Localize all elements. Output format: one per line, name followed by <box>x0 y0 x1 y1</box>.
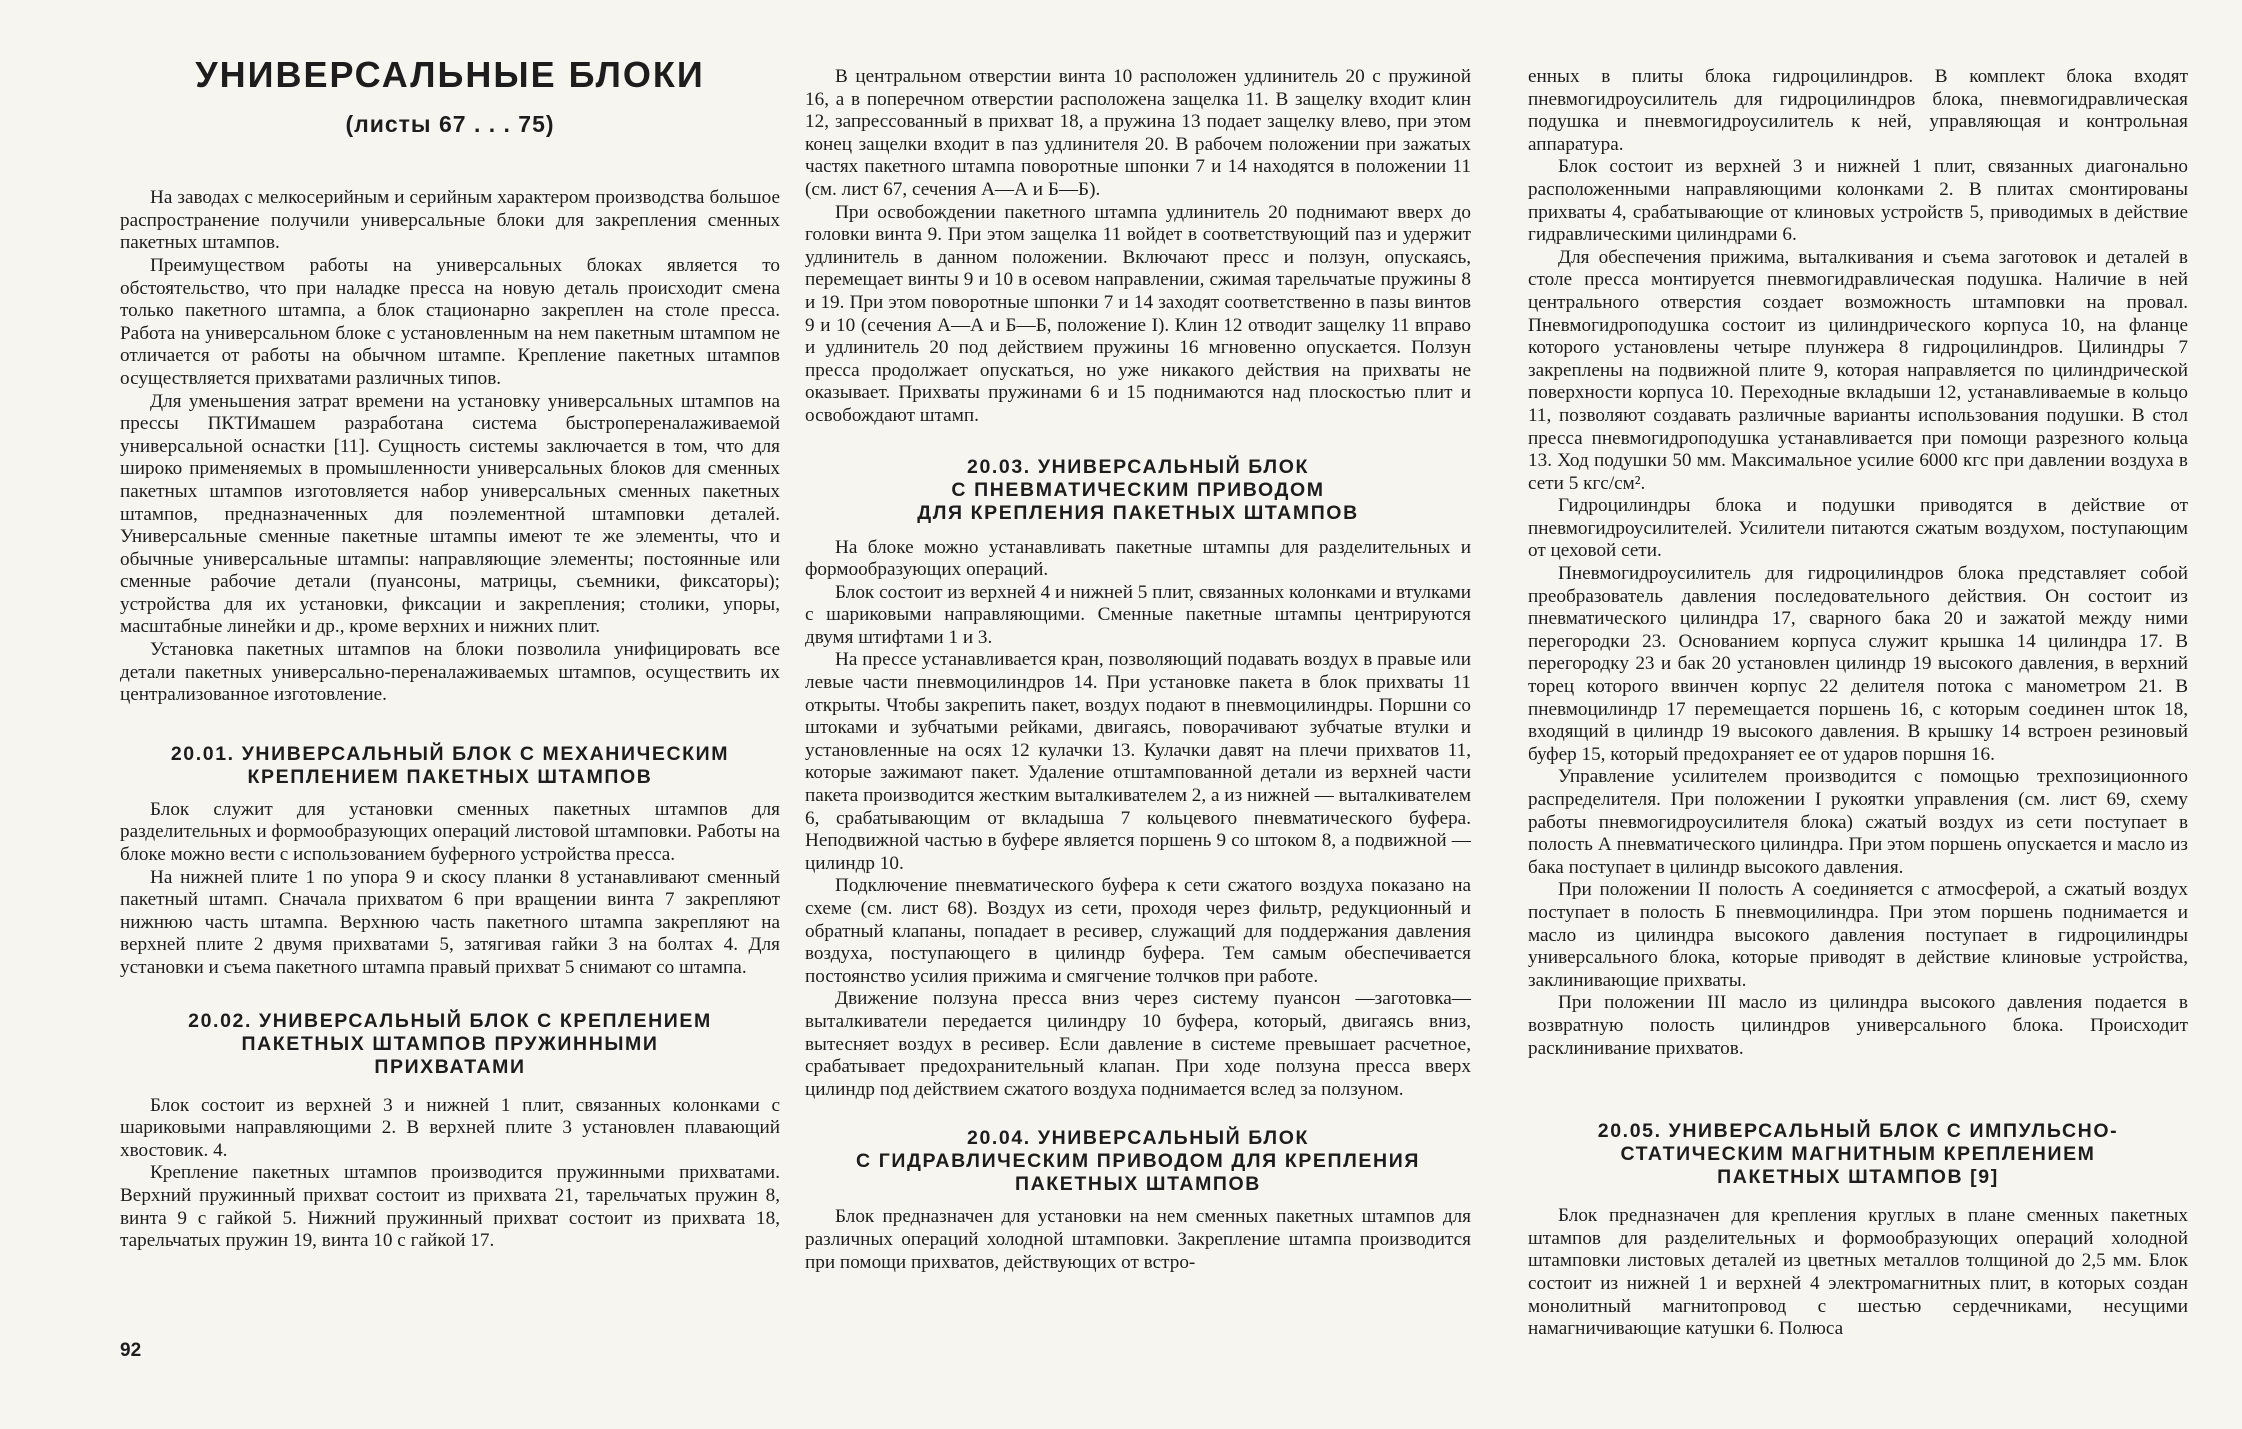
section-heading-20-01: 20.01. УНИВЕРСАЛЬНЫЙ БЛОК С МЕХАНИЧЕСКИМ КРЕПЛЕНИЕМ ПАКЕТНЫХ ШТАМПОВ <box>170 742 730 788</box>
paragraph: Блок состоит из верхней 3 и нижней 1 плит, связанных колонками с шариковыми направляющими 2. В верхней плите 3 установлен плавающий хвостовик. 4. <box>120 1094 780 1161</box>
paragraph: В центральном отверстии винта 10 расположен удлинитель 20 с пружиной 16, а в поперечном отверстии расположена защелка 11. В защелку входит клин 12, запрессованный в прихват 18, а пружина 13 подает защелку влево, при этом конец защелки входит в паз удлинителя 20. В рабочем положении при зажатых частях пакетного штампа поворотные шпонки 7 и 14 находятся в положении 11 (см. лист 67, сечения А—А и Б—Б). <box>805 66 1471 200</box>
section-heading-20-04: 20.04. УНИВЕРСАЛЬНЫЙ БЛОК С ГИДРАВЛИЧЕСКИМ ПРИВОДОМ ДЛЯ КРЕПЛЕНИЯ ПАКЕТНЫХ ШТАМПОВ <box>856 1127 1420 1196</box>
paragraph: Для обеспечения прижима, выталкивания и съема заготовок и деталей в столе пресса монтируется пневмогидравлическая подушка. Наличие в ней центрального отверстия создает возможность штамповки на провал. Пневмогидроподушка состоит из цилиндрического корпуса 10, на фланце которого установлены четыре плунжера 8 гидроцилиндров. Цилиндры 7 закреплены на подвижной плите 9, которая направляется по цилиндрической поверхности корпуса 10. Переходные вкладыши 12, устанавливаемые в кольцо 11, позволяют создавать различные варианты использования подушки. В стол пресса пневмогидроподушка устанавливается при помощи разрезного кольца 13. Ход подушки 50 мм. Максимальное усилие 6000 кгс при давлении воздуха в сети 5 кгс/см². <box>1528 246 2188 494</box>
paragraph: Подключение пневматического буфера к сети сжатого воздуха показано на схеме (см. лист 68). Воздух из сети, проходя через фильтр, редукционный и обратный клапаны, попадает в ресивер, служащий для поддержания давления воздуха, поступающего в цилиндр буфера. Тем самым обеспечивается постоянство усилия прижима и смягчение толчков при работе. <box>805 875 1471 987</box>
paragraph: Пневмогидроусилитель для гидроцилиндров блока представляет собой преобразователь давления последовательного действия. Он состоит из пневматического цилиндра 17, сварного бака 20 и зажатой между ними перегородки 23. Основанием корпуса служит крышка 14 цилиндра 17. В перегородку 23 и бак 20 установлен цилиндр 19 высокого давления, в верхний торец которого ввинчен корпус 22 делителя потока с манометром 21. В пневмоцилиндр 17 перемещается поршень 16, с которым соединен шток 18, входящий в цилиндр 19 высокого давления. В крышку 14 встроен резиновый буфер 15, который предохраняет ее от ударов поршня 16. <box>1528 563 2188 765</box>
paragraph: На прессе устанавливается кран, позволяющий подавать воздух в правые или левые части пневмоцилиндров 14. При установке пакета в блок прихваты 11 открыты. Чтобы закрепить пакет, воздух подают в пневмоцилиндры. Поршни со штоками и зубчатыми рейками, двигаясь, поворачивают зубчатые втулки и установленные на осях 12 кулачки 13. Кулачки давят на плечи прихватов 11, которые зажимают пакет. Удаление отштампованной детали из верхней части пакета производится жестким выталкивателем 2, а из нижней — выталкивателем 6, срабатывающим от вкладыша 7 кольцевого пневматического буфера. Неподвижной частью в буфере является поршень 9 со штоком 8, а подвижной — цилиндр 10. <box>805 649 1471 874</box>
paragraph: Блок состоит из верхней 3 и нижней 1 плит, связанных диагонально расположенными направляющими колонками 2. В плитах смонтированы прихваты 4, срабатывающие от клиновых устройств 5, приводимых в действие гидравлическими цилиндрами 6. <box>1528 156 2188 246</box>
paragraph: При освобождении пакетного штампа удлинитель 20 поднимают вверх до головки винта 9. При этом защелка 11 войдет в соответствующий паз и удержит удлинитель в данном положении. Включают пресс и ползун, опускаясь, перемещает винты 9 и 10 в осевом направлении, сжимая тарельчатые пружины 8 и 19. При этом поворотные шпонки 7 и 14 заходят соответственно в пазы винтов 9 и 10 (сечения А—А и Б—Б, положение I). Клин 12 отводит защелку 11 вправо и удлинитель 20 под действием пружины 16 мгновенно опускается. Ползун пресса продолжает опускаться, но уже никакого действия на прихваты не оказывает. Прихваты пружинами 6 и 15 поднимаются над плоскостью плит и освобождают штамп. <box>805 201 1471 426</box>
paragraph: Для уменьшения затрат времени на установку универсальных штампов на прессы ПКТИмашем разработана система быстропереналаживаемой универсальной оснастки [11]. Сущность системы заключается в том, что для широко применяемых в промышленности универсальных блоков для сменных пакетных штампов изготовляется набор универсальных сменных пакетных штампов, предназначенных для поэлементной штамповки деталей. Универсальные сменные пакетные штампы имеют те же элементы, что и обычные универсальные штампы: направляющие элементы; постоянные или сменные рабочие детали (пуансоны, матрицы, съемники, фиксаторы); устройства для их установки, фиксации и закрепления; столики, упоры, масштабные линейки и др., кроме верхних и нижних плит. <box>120 390 780 638</box>
paragraph: Управление усилителем производится с помощью трехпозиционного распределителя. При положении I рукоятки управления (см. лист 69, схему работы пневмогидроусилителя блока) сжатый воздух из сети поступает в полость А пневматического цилиндра. При этом поршень опускается и масло из бака поступает в цилиндр высокого давления. <box>1528 766 2188 878</box>
paragraph: Гидроцилиндры блока и подушки приводятся в действие от пневмогидроусилителей. Усилители питаются сжатым воздухом, поступающим от цеховой сети. <box>1528 495 2188 562</box>
paragraph: Блок состоит из верхней 4 и нижней 5 плит, связанных колонками и втулками с шариковыми направляющими. Сменные пакетные штампы центрируются двумя штифтами 1 и 3. <box>805 581 1471 648</box>
paragraph: Блок предназначен для крепления круглых в плане сменных пакетных штампов для разделительных и формообразующих операций холодной штамповки листовых деталей из цветных металлов толщиной до 2,5 мм. Блок состоит из нижней 1 и верхней 4 электромагнитных плит, в которых создан монолитный магнитопровод с шестью сердечниками, несущими намагничивающие катушки 6. Полюса <box>1528 1205 2188 1340</box>
paragraph: Установка пакетных штампов на блоки позволила унифицировать все детали пакетных универсально-переналаживаемых штампов, осуществить их централизованное изготовление. <box>120 639 780 706</box>
paragraph: Движение ползуна пресса вниз через систему пуансон —заготовка— выталкиватели передается цилиндру 10 буфера, который, двигаясь вниз, вытесняет воздух в ресивер. Если давление в системе превышает расчетное, срабатывает предохранительный клапан. При ходе ползуна пресса вверх цилиндр под действием сжатого воздуха поднимается вслед за ползуном. <box>805 988 1471 1100</box>
section-heading-20-03: 20.03. УНИВЕРСАЛЬНЫЙ БЛОК С ПНЕВМАТИЧЕСКИМ ПРИВОДОМ ДЛЯ КРЕПЛЕНИЯ ПАКЕТНЫХ ШТАМПОВ <box>917 455 1359 524</box>
section-heading-20-05: 20.05. УНИВЕРСАЛЬНЫЙ БЛОК С ИМПУЛЬСНО- СТАТИЧЕСКИМ МАГНИТНЫМ КРЕПЛЕНИЕМ ПАКЕТНЫХ ШТАМПОВ [9] <box>1597 1120 2119 1189</box>
page-number: 92 <box>120 1340 142 1361</box>
paragraph: енных в плиты блока гидроцилиндров. В комплект блока входят пневмогидроусилитель для гидроцилиндров блока, пневмогидравлическая подушка и пневмогидроусилитель к ней, управляющая и контрольная аппаратура. <box>1528 66 2188 155</box>
column-left <box>120 0 780 1429</box>
paragraph: На нижней плите 1 по упора 9 и скосу планки 8 устанавливают сменный пакетный штамп. Сначала прихватом 6 при вращении винта 7 закрепляют нижнюю часть штампа. Верхнюю часть пакетного штампа закрепляют на верхней плите 2 двумя прихватами 5, затягивая гайки 3 на болтах 4. Для установки и съема пакетного штампа правый прихват 5 снимают со штампа. <box>120 866 780 978</box>
paragraph: На заводах с мелкосерийным и серийным характером производства большое распространение получили универсальные блоки для закрепления сменных пакетных штампов. <box>120 187 780 254</box>
paragraph: Преимуществом работы на универсальных блоках является то обстоятельство, что при наладке пресса на новую деталь происходит смена только пакетного штампа, а блок стационарно закреплен на столе пресса. Работа на универсальном блоке с установленным на нем пакетным штампом не отличается от работы на обычном штампе. Крепление пакетных штампов осуществляется прихватами различных типов. <box>120 254 780 389</box>
paragraph: На блоке можно устанавливать пакетные штампы для разделительных и формообразующих операций. <box>805 536 1471 581</box>
column-middle <box>805 0 1471 1429</box>
paragraph: Блок служит для установки сменных пакетных штампов для разделительных и формообразующих операций листовой штамповки. Работы на блоке можно вести с использованием буферного устройства пресса. <box>120 798 780 866</box>
page-subtitle: (листы 67 . . . 75) <box>345 110 555 137</box>
page-title: УНИВЕРСАЛЬНЫЕ БЛОКИ <box>195 54 705 95</box>
section-heading-20-02: 20.02. УНИВЕРСАЛЬНЫЙ БЛОК С КРЕПЛЕНИЕМ ПАКЕТНЫХ ШТАМПОВ ПРУЖИННЫМИ ПРИХВАТАМИ <box>188 1009 712 1078</box>
paragraph: Крепление пакетных штампов производится пружинными прихватами. Верхний пружинный прихват состоит из прихвата 21, тарельчатых пружин 8, винта 9 с гайкой 5. Нижний пружинный прихват состоит из прихвата 18, тарельчатых пружин 19, винта 10 с гайкой 17. <box>120 1162 780 1252</box>
paragraph: Блок предназначен для установки на нем сменных пакетных штампов для различных операций холодной штамповки. Закрепление штампа производится при помощи прихватов, действующих от встро- <box>805 1206 1471 1273</box>
column-right <box>1528 0 2188 1429</box>
paragraph: При положении II полость А соединяется с атмосферой, а сжатый воздух поступает в полость Б пневмоцилиндра. При этом поршень поднимается и масло из цилиндра высокого давления поступает в гидроцилиндры универсального блока, которые приводят в действие клиновые устройства, заклинивающие прихваты. <box>1528 879 2188 991</box>
paragraph: При положении III масло из цилиндра высокого давления подается в возвратную полость цилиндров универсального блока. Происходит расклинивание прихватов. <box>1528 992 2188 1059</box>
